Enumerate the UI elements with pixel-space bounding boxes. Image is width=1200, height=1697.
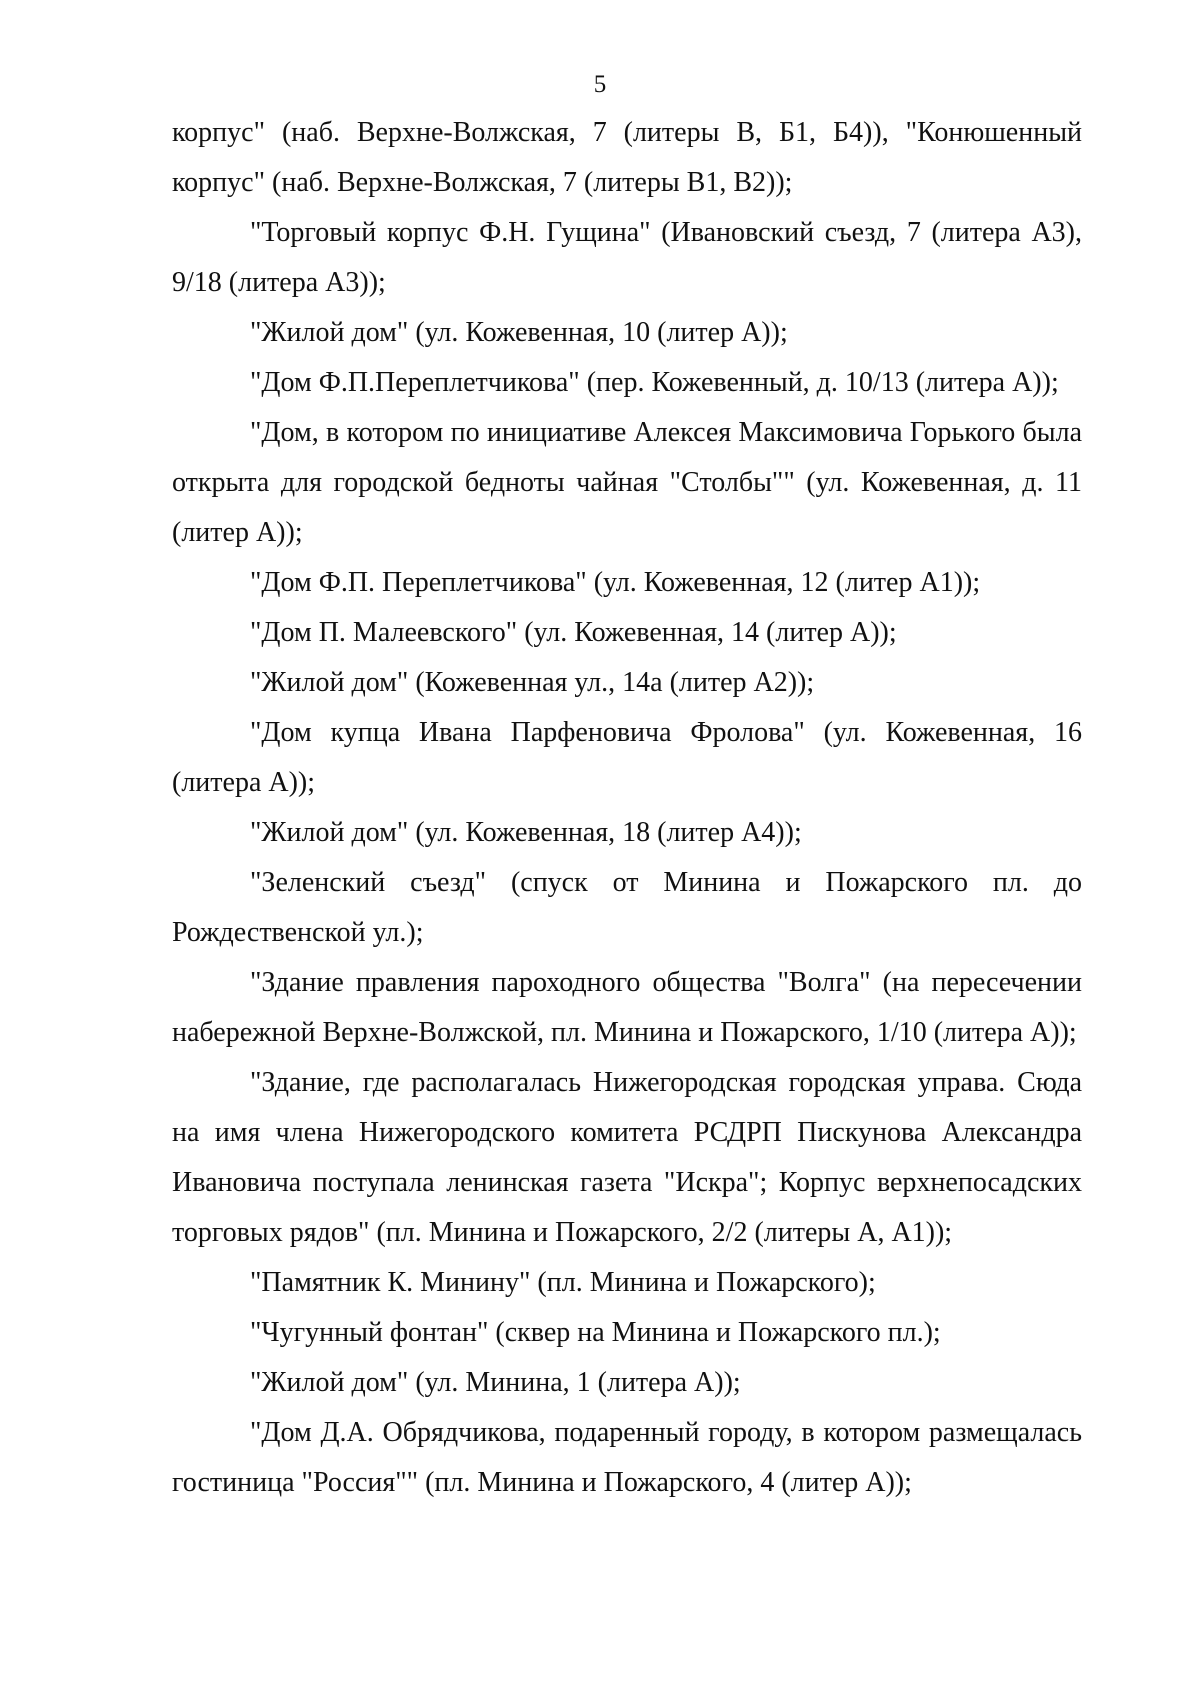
- paragraph: "Здание правления пароходного общества "Волга" (на пересечении набережной Верхне-Волжской, пл. Минина и Пожарского, 1/10 (литера А));: [172, 967, 1082, 1048]
- paragraph: "Жилой дом" (Кожевенная ул., 14а (литер А2));: [250, 667, 815, 698]
- paragraph: "Жилой дом" (ул. Минина, 1 (литера А));: [250, 1367, 741, 1398]
- paragraph: корпус" (наб. Верхне-Волжская, 7 (литеры В, Б1, Б4)), "Конюшенный корпус" (наб. Верхне-Волжская, 7 (литеры В1, В2));: [172, 117, 1082, 198]
- paragraph: "Памятник К. Минину" (пл. Минина и Пожарского);: [250, 1267, 876, 1298]
- paragraph: "Здание, где располагалась Нижегородская городская управа. Сюда на имя члена Нижегородского комитета РСДРП Пискунова Александра Ивановича поступала ленинская газета "Искра"; Корпус верхнепосадских торговых рядов" (пл. Минина и Пожарского, 2/2 (литеры А, А1));: [172, 1067, 1082, 1248]
- paragraph: "Дом Д.А. Обрядчикова, подаренный городу, в котором размещалась гостиница "Россия"" (пл. Минина и Пожарского, 4 (литер А));: [172, 1417, 1082, 1498]
- paragraph: "Дом Ф.П. Переплетчикова" (ул. Кожевенная, 12 (литер А1));: [250, 567, 981, 598]
- paragraph: "Жилой дом" (ул. Кожевенная, 18 (литер А4));: [250, 817, 802, 848]
- paragraph: "Жилой дом" (ул. Кожевенная, 10 (литер А));: [250, 317, 788, 348]
- paragraph: "Чугунный фонтан" (сквер на Минина и Пожарского пл.);: [250, 1317, 941, 1348]
- document-body: [172, 108, 1082, 1508]
- paragraph: "Торговый корпус Ф.Н. Гущина" (Ивановский съезд, 7 (литера А3), 9/18 (литера А3));: [172, 217, 1082, 298]
- paragraph: "Дом Ф.П.Переплетчикова" (пер. Кожевенный, д. 10/13 (литера А));: [250, 367, 1059, 398]
- paragraph: "Дом, в котором по инициативе Алексея Максимовича Горького была открыта для городской бедноты чайная "Столбы"" (ул. Кожевенная, д. 11 (литер А));: [172, 417, 1082, 548]
- paragraph: "Зеленский съезд" (спуск от Минина и Пожарского пл. до Рождественской ул.);: [172, 867, 1082, 948]
- page-number: 5: [593, 71, 607, 98]
- paragraph: "Дом П. Малеевского" (ул. Кожевенная, 14 (литер А));: [250, 617, 897, 648]
- paragraph: "Дом купца Ивана Парфеновича Фролова" (ул. Кожевенная, 16 (литера А));: [172, 717, 1082, 798]
